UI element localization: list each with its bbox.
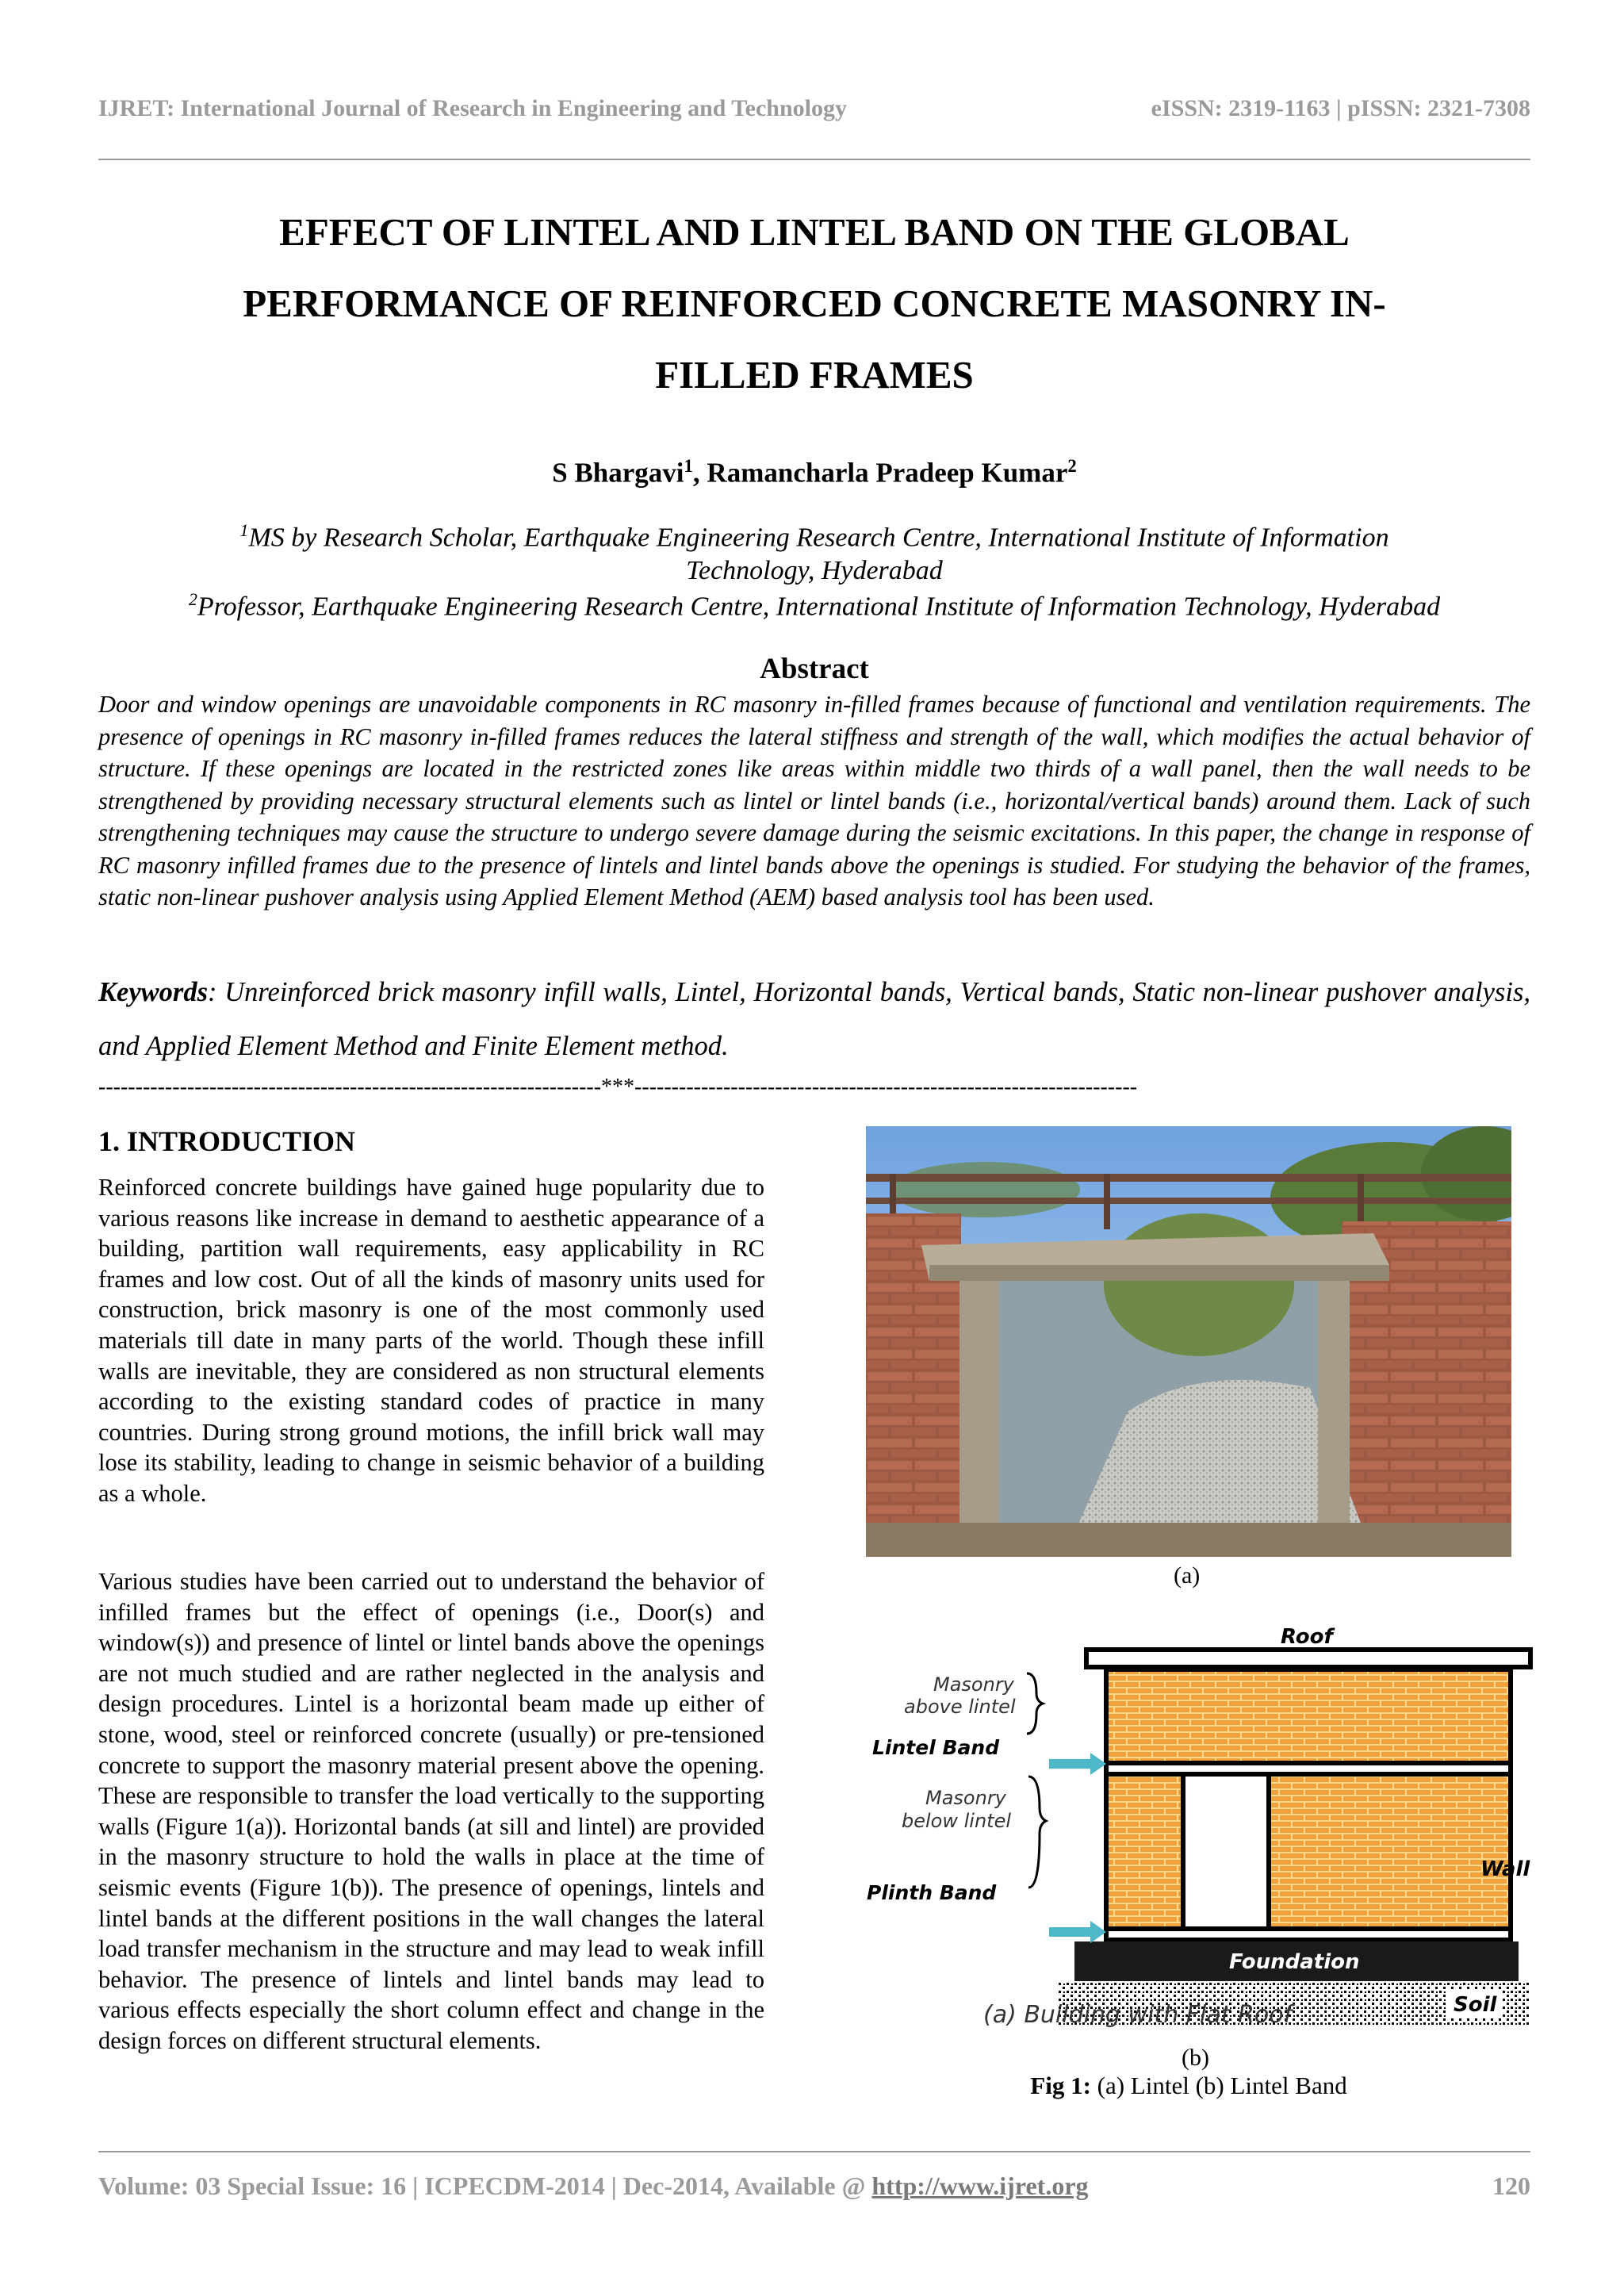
diagram-label-plinth-band: Plinth Band	[867, 1881, 997, 1904]
affiliation-1	[98, 514, 1530, 588]
diagram-subtitle: (a) Building with Flat Roof	[983, 2001, 1293, 2029]
section-heading: 1. INTRODUCTION	[98, 1125, 356, 1157]
journal-link[interactable]: http://www.ijret.org	[871, 2171, 1089, 2200]
diagram-label-lintel-band: Lintel Band	[872, 1736, 1000, 1759]
title-line-1: EFFECT OF LINTEL AND LINTEL BAND ON THE GLOBAL	[279, 210, 1350, 254]
affiliation-1-line-1: MS by Research Scholar, Earthquake Engineering Research Centre, International Institute of Information	[248, 523, 1389, 553]
author-2-sup: 2	[1067, 456, 1077, 476]
author-1-sup: 1	[684, 456, 693, 476]
lintel-photo	[866, 1126, 1511, 1557]
title-line-3: FILLED FRAMES	[655, 353, 974, 397]
diagram-label-soil: Soil	[1454, 1993, 1497, 2017]
footer-text: Volume: 03 Special Issue: 16 | ICPECDM-2014 | Dec-2014, Available @	[98, 2171, 872, 2200]
running-header	[98, 95, 1530, 127]
diagram-label-masonry-below-2: below lintel	[902, 1810, 1011, 1832]
diagram-label-foundation: Foundation	[1229, 1950, 1360, 1974]
paper-title	[98, 197, 1530, 411]
figure-label: Fig 1:	[1030, 2072, 1091, 2099]
page-number: 120	[1492, 2171, 1530, 2200]
affiliation-2	[98, 583, 1530, 623]
authors	[98, 456, 1530, 489]
author-separator: ,	[692, 457, 707, 489]
figure-caption-a: (a)	[1174, 1562, 1201, 1589]
diagram-label-masonry-below-1: Masonry	[925, 1787, 1006, 1809]
keywords-text: : Unreinforced brick masonry infill walls, Lintel, Horizontal bands, Vertical bands, Static non-linear pushover analysis, and Applied Element Method and Finite Element method.	[98, 977, 1530, 1061]
footer	[98, 2171, 1530, 2201]
section-separator: --------------------------------------------------------------------***--------------------------------------------------------------------	[98, 1075, 1138, 1099]
title-line-2: PERFORMANCE OF REINFORCED CONCRETE MASONRY IN-	[243, 282, 1386, 325]
keywords-label: Keywords	[98, 977, 208, 1007]
journal-name: IJRET: International Journal of Research in Engineering and Technology	[98, 95, 848, 121]
affiliation-1-line-2: Technology, Hyderabad	[686, 556, 943, 586]
diagram-label-wall: Wall	[1480, 1857, 1530, 1881]
author-2: Ramancharla Pradeep Kumar	[707, 457, 1068, 489]
affiliation-2-line-1: Professor, Earthquake Engineering Research Centre, International Institute of Information Technology, Hyderabad	[197, 592, 1441, 622]
lintel-band-diagram	[860, 1618, 1542, 2046]
diagram-label-masonry-above-1: Masonry	[933, 1673, 1014, 1696]
figure-caption	[866, 2072, 1511, 2100]
issn: eISSN: 2319-1163 | pISSN: 2321-7308	[1151, 95, 1530, 121]
keywords	[98, 965, 1530, 1073]
diagram-label-roof: Roof	[1281, 1625, 1333, 1649]
intro-paragraph-1: Reinforced concrete buildings have gained huge popularity due to various reasons like increase in demand to aesthetic appearance of a building, partition wall requirements, easy applicability in RC frames and low cost. Out of all the kinds of masonry units used for construction, brick masonry is one of the most commonly used materials till date in many parts of the world. Though these infill walls are inevitable, they are considered as non structural elements according to the existing standard codes of practice in many countries. During strong ground motions, the infill brick wall may lose its stability, leading to change in seismic behavior of a building as a whole.	[98, 1174, 764, 1507]
author-1: S Bhargavi	[552, 457, 684, 489]
intro-paragraph-2: Various studies have been carried out to understand the behavior of infilled frames but the effect of openings (i.e., Door(s) and window(s)) and presence of lintel or lintel bands above the openings are not much studied and are rather neglected in the analysis and design procedures. Lintel is a horizontal beam made up either of stone, wood, steel or reinforced concrete (usually) or pre-tensioned concrete to support the masonry material present above the opening. These are responsible to transfer the load vertically to the supporting walls (Figure 1(a)). Horizontal bands (at sill and lintel) are provided in the masonry structure to hold the walls in place at the time of seismic events (Figure 1(b)). The presence of openings, lintels and lintel bands at the different positions in the wall changes the lateral load transfer mechanism in the structure and may lead to weak infill behavior. The presence of lintels and lintel bands may lead to various effects especially the short column effect and change in the design forces on different structural elements.	[98, 1568, 764, 2054]
header-rule	[98, 159, 1530, 160]
abstract-heading: Abstract	[760, 653, 869, 685]
affiliation-1-sup: 1	[239, 520, 249, 540]
figure-caption-text: (a) Lintel (b) Lintel Band	[1090, 2072, 1347, 2099]
affiliation-2-sup: 2	[188, 589, 197, 609]
figure-caption-b: (b)	[1182, 2045, 1209, 2071]
footer-rule	[98, 2151, 1530, 2152]
abstract-text: Door and window openings are unavoidable components in RC masonry in-filled frames because of functional and ventilation requirements. The presence of openings in RC masonry in-filled frames reduces the lateral stiffness and strength of the wall, which modifies the actual behavior of structure. If these openings are located in the restricted zones like areas within middle two thirds of a wall panel, then the wall needs to be strengthened by providing necessary structural elements such as lintel or lintel bands (i.e., horizontal/vertical bands) around them. Lack of such strengthening techniques may cause the structure to undergo severe damage during the seismic excitations. In this paper, the change in response of RC masonry infilled frames due to the presence of lintels and lintel bands above the openings is studied. For studying the behavior of the frames, static non-linear pushover analysis using Applied Element Method (AEM) based analysis tool has been used.	[98, 691, 1530, 910]
diagram-label-masonry-above-2: above lintel	[904, 1696, 1016, 1718]
